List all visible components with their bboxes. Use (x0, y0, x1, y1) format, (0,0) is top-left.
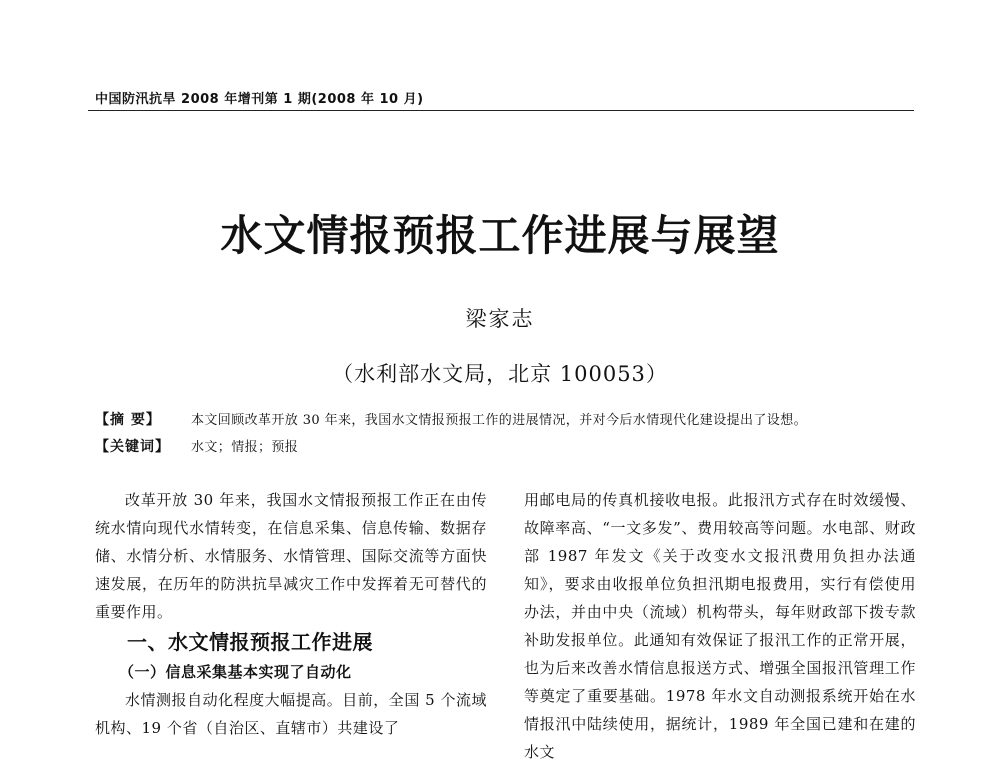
author-name: 梁家志 (465, 307, 535, 331)
header-rule (88, 110, 914, 111)
abstract-label: 【摘 要】 (95, 412, 161, 428)
subsection-paragraph: 水情测报自动化程度大幅提高。目前，全国 5 个流域机构、19 个省（自治区、直辖市）共建设了 (95, 691, 487, 737)
article-title: 水文情报预报工作进展与展望 (220, 211, 780, 260)
abstract-row (95, 409, 807, 429)
body-column-left (95, 486, 487, 742)
author-affiliation: （水利部水文局，北京 100053） (332, 362, 668, 386)
subsection-heading: （一）信息采集基本实现了自动化 (119, 663, 352, 681)
body-column-right (524, 486, 916, 766)
right-column-paragraph: 用邮电局的传真机接收电报。此报汛方式存在时效缓慢、故障率高、“一文多发”、费用较高等问题。水电部、财政部 1987 年发文《关于改变水文报汛费用负担办法通知》，要求由收报单位负担汛期电报费用，实行有偿使用办法，并由中央（流域）机构带头，每年财政部下拨专款补助发报单位。此通知有效保证了报汛工作的正常开展，也为后来改善水情信息报送方式、增强全国报汛管理工作等奠定了重要基础。1978 年水文自动测报系统开始在水情报汛中陆续使用，据统计，1989 年全国已建和在建的水文 (524, 491, 916, 761)
intro-paragraph: 改革开放 30 年来，我国水文情报预报工作正在由传统水情向现代水情转变，在信息采集、信息传输、数据存储、水情分析、水情服务、水情管理、国际交流等方面快速发展，在历年的防洪抗旱减灾工作中发挥着无可替代的重要作用。 (95, 491, 487, 621)
keywords-row (95, 436, 298, 456)
keywords-label: 【关键词】 (95, 439, 170, 455)
running-head: 中国防汛抗旱 2008 年增刊第 1 期(2008 年 10 月) (95, 92, 424, 107)
abstract-text: 本文回顾改革开放 30 年来，我国水文情报预报工作的进展情况，并对今后水情现代化建设提出了设想。 (191, 413, 808, 428)
keywords-text: 水文；情报；预报 (191, 440, 299, 455)
section-heading: 一、水文情报预报工作进展 (127, 630, 373, 654)
